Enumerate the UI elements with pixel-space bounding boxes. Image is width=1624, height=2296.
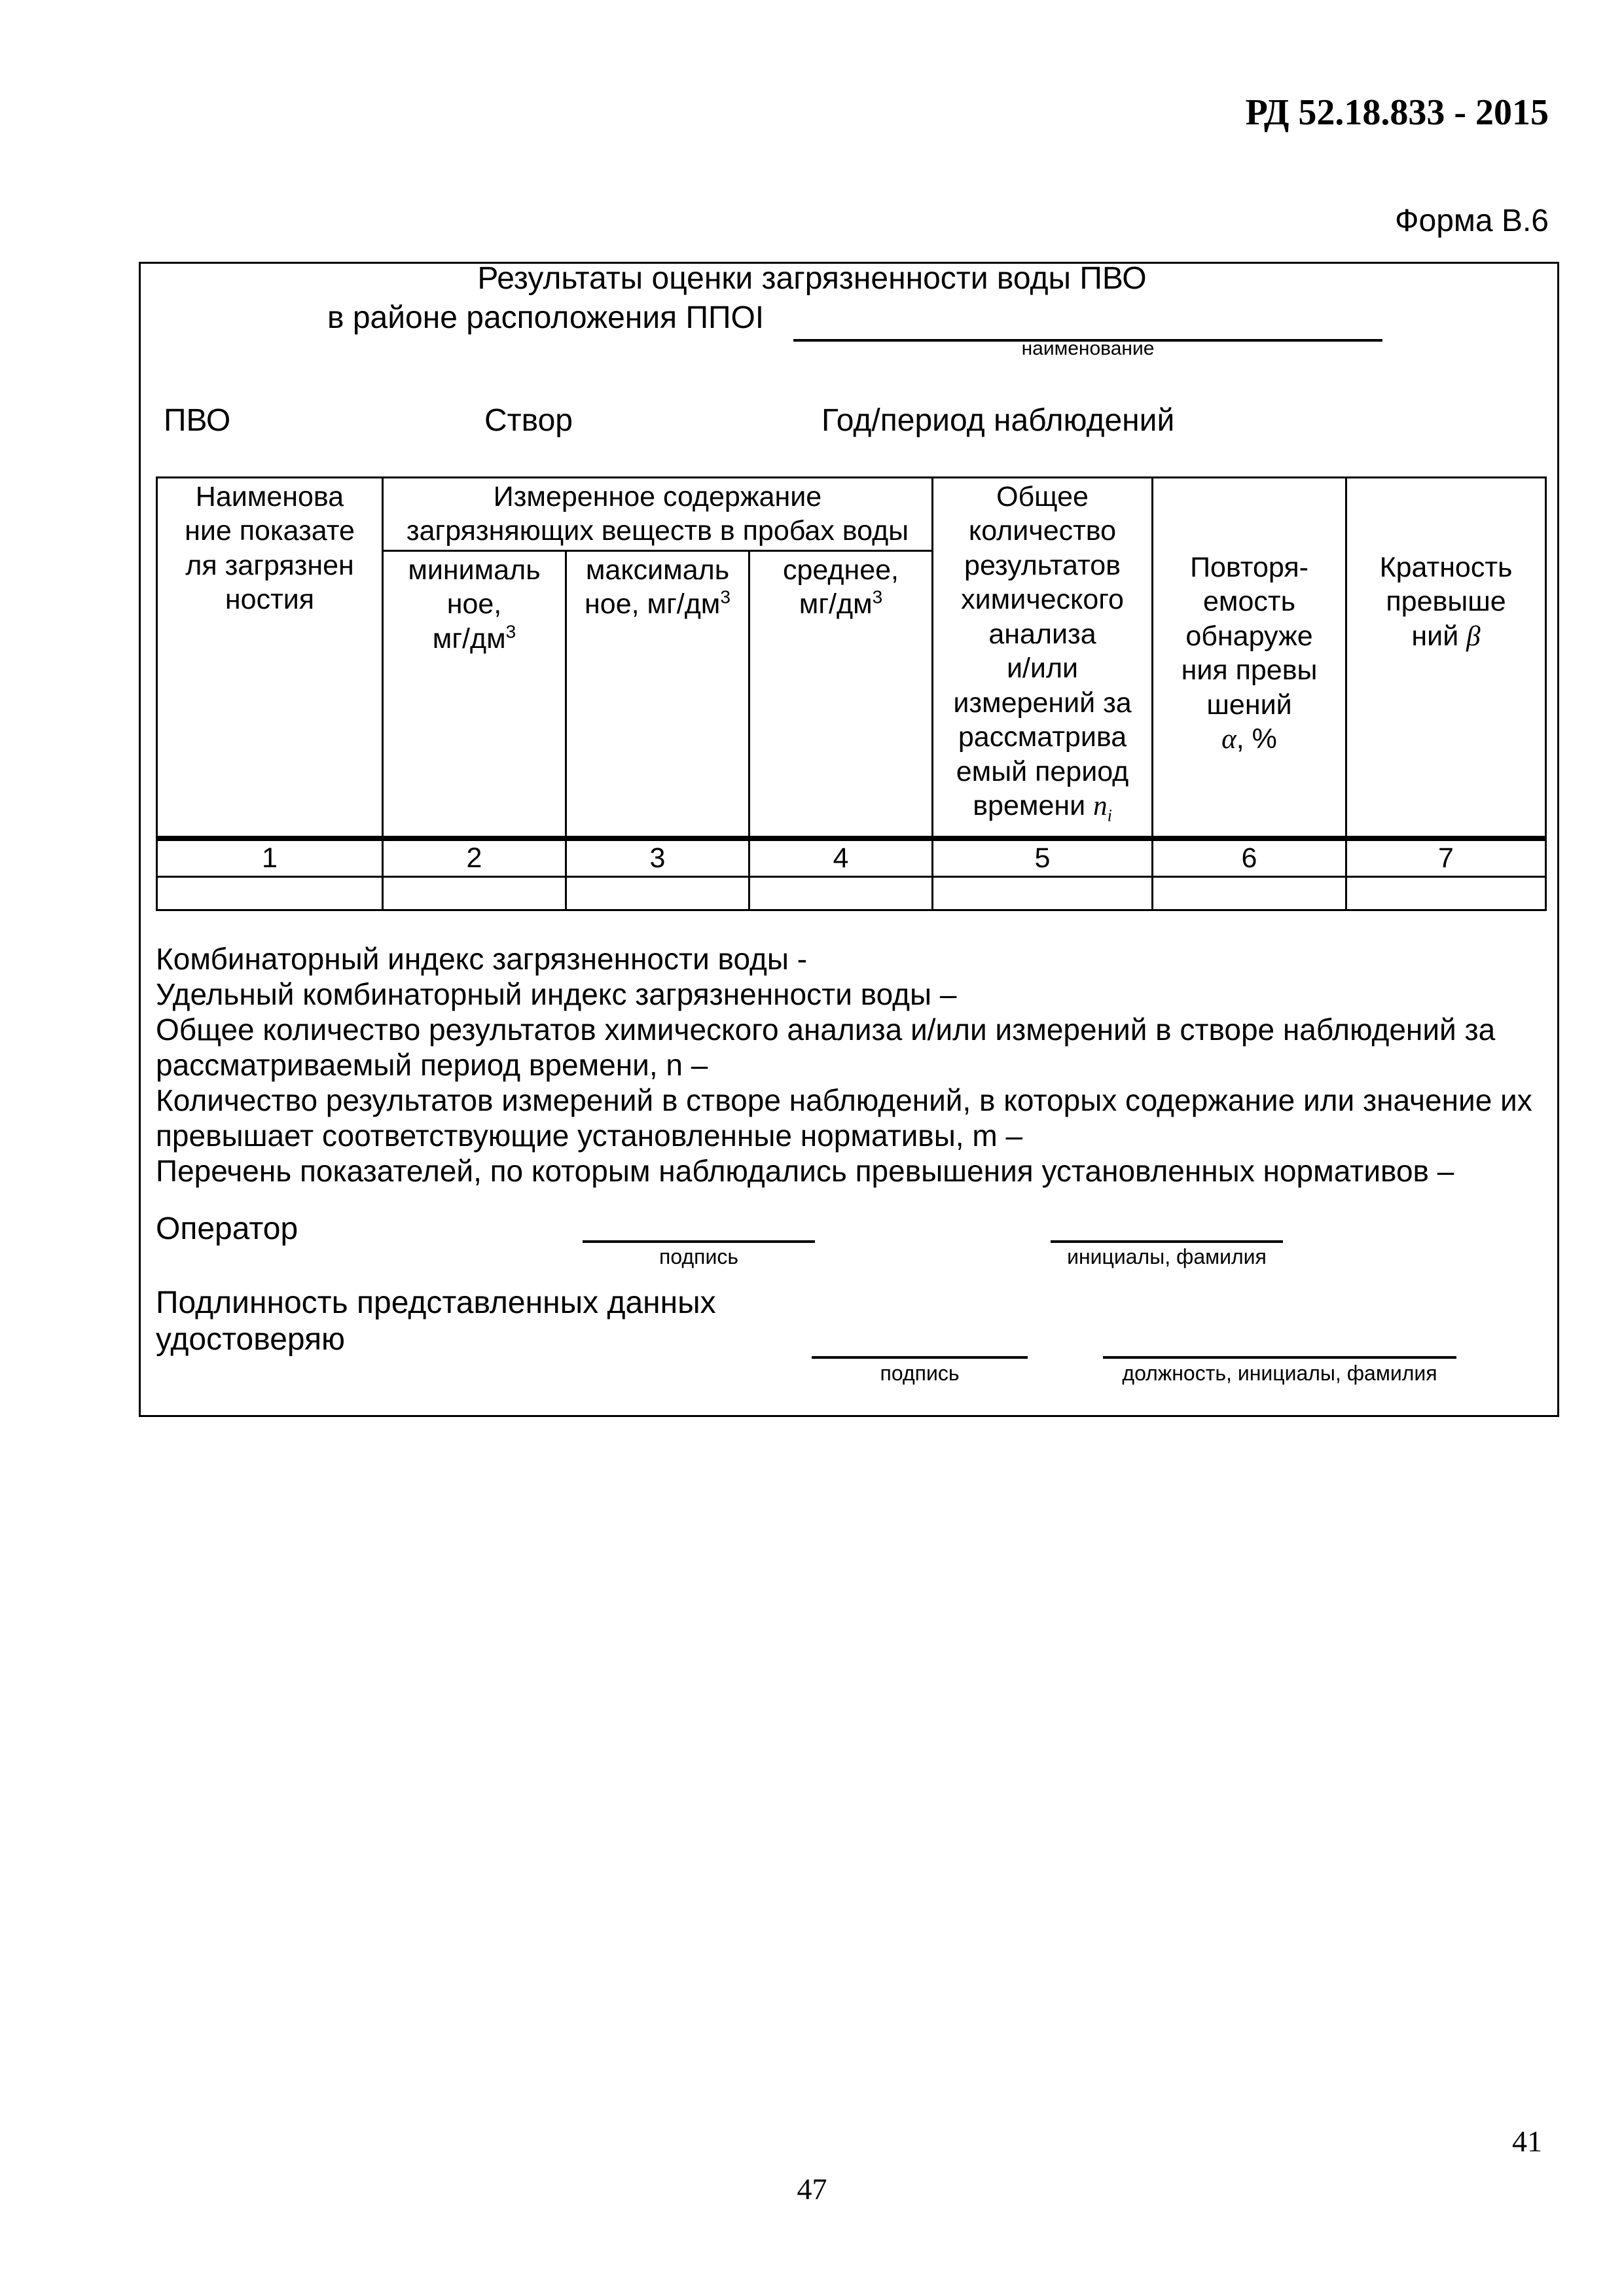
note-line: превышает соответствующие установленные нормативы, m – [156, 1119, 1023, 1153]
empty-cell[interactable] [933, 876, 1153, 910]
stvor-field-label: Створ [484, 403, 573, 438]
page-number-top: 41 [1512, 2125, 1542, 2158]
position-caption: должность, инициалы, фамилия [1122, 1361, 1437, 1385]
authenticity-signature-line [812, 1356, 1028, 1359]
header-minimum: минималь ное, $мг/дм^3$ [383, 550, 566, 838]
column-number: 2 [383, 838, 566, 876]
form-label: Форма В.6 [1395, 204, 1549, 238]
column-number: 5 [933, 838, 1153, 876]
operator-label: Оператор [156, 1211, 298, 1246]
note-line: рассматриваемый период времени, n – [156, 1048, 708, 1082]
header-average: среднее, $мг/дм^3$ [749, 550, 933, 838]
results-table [156, 476, 1547, 911]
empty-cell[interactable] [749, 876, 933, 910]
notes-block [156, 941, 1532, 1189]
note-line: Комбинаторный индекс загрязненности воды - [156, 942, 808, 976]
empty-cell[interactable] [1153, 876, 1346, 910]
initials-caption: инициалы, фамилия [1067, 1245, 1267, 1268]
empty-cell[interactable] [157, 876, 383, 910]
header-maximum: максималь ное, $мг/дм^3$ [566, 550, 749, 838]
signature-caption-2: подпись [880, 1361, 960, 1385]
empty-cell[interactable] [1346, 876, 1546, 910]
signature-caption: подпись [659, 1245, 738, 1268]
header-exceedance-ratio: Кратность превыше ний β [1346, 478, 1546, 839]
note-line: Общее количество результатов химического анализа и/или измерений в створе наблюдений за [156, 1013, 1496, 1047]
header-total-results: Общее количество результатов химического анализа и/или измерений за рассматрива емый период времени $n_i$ [933, 478, 1153, 839]
header-exceedance-frequency: Повторя- емость обнаруже ния превы шений α, % [1153, 478, 1346, 839]
period-field-label: Год/период наблюдений [821, 403, 1175, 438]
operator-signature-line [583, 1240, 815, 1243]
page-number-bottom: 47 [797, 2172, 827, 2206]
document-code: РД 52.18.833 - 2015 [1245, 92, 1549, 133]
operator-initials-line [1051, 1240, 1283, 1243]
table-row [157, 876, 1546, 910]
authenticity-position-line [1103, 1356, 1456, 1359]
column-number: 1 [157, 838, 383, 876]
pvo-field-label: ПВО [164, 403, 231, 438]
note-line: Удельный комбинаторный индекс загрязненности воды – [156, 977, 957, 1011]
name-caption: наименование [1021, 338, 1155, 359]
column-number: 3 [566, 838, 749, 876]
column-number: 4 [749, 838, 933, 876]
empty-cell[interactable] [566, 876, 749, 910]
empty-cell[interactable] [383, 876, 566, 910]
form-title-line2: в районе расположения ППОI [327, 300, 765, 335]
authenticity-label: Подлинность представленных данных удостоверяю [156, 1285, 716, 1357]
note-line: Количество результатов измерений в створе наблюдений, в которых содержание или значение их [156, 1083, 1532, 1117]
column-number: 7 [1346, 838, 1546, 876]
column-number-row [157, 838, 1546, 876]
header-measured-content: Измеренное содержание загрязняющих веществ в пробах воды [383, 478, 933, 551]
column-number: 6 [1153, 838, 1346, 876]
note-line: Перечень показателей, по которым наблюдались превышения установленных нормативов – [156, 1154, 1454, 1188]
header-indicator-name: Наименова ние показате ля загрязнен ностия [157, 478, 383, 839]
form-title-line1: Результаты оценки загрязненности воды ПВО [477, 261, 1147, 296]
